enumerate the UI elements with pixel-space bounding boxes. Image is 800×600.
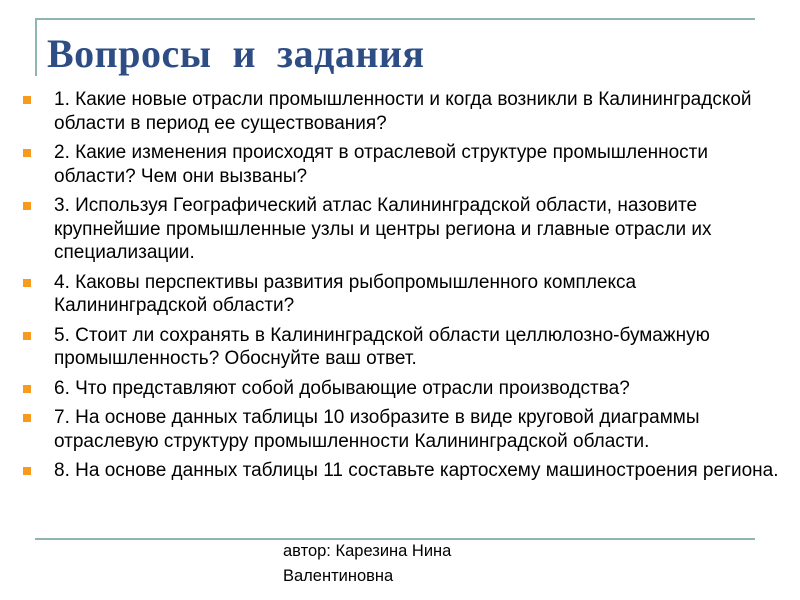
question-item: [22, 194, 782, 265]
bullet-icon: [23, 279, 31, 287]
top-rule: [35, 18, 755, 20]
questions-list: [22, 88, 782, 489]
question-item: [22, 406, 782, 453]
question-text: 3. Используя Географический атлас Калининградской области, назовите крупнейшие промышленные узлы и центры региона и главные отрасли их специализации.: [54, 195, 712, 263]
bullet-icon: [23, 385, 31, 393]
bullet-icon: [23, 96, 31, 104]
question-text: 4. Каковы перспективы развития рыбопромышленного комплекса Калининградской области?: [54, 271, 637, 316]
question-item: [22, 324, 782, 371]
question-item: [22, 459, 782, 483]
bullet-icon: [23, 467, 31, 475]
question-text: 6. Что представляют собой добывающие отрасли производства?: [54, 377, 630, 399]
question-text: 7. На основе данных таблицы 10 изобразите в виде круговой диаграммы отраслевую структуру промышленности Калининградской области.: [54, 407, 700, 452]
bullet-icon: [23, 414, 31, 422]
author-line-2: Валентиновна: [283, 567, 394, 585]
question-text: 1. Какие новые отрасли промышленности и когда возникли в Калининградской области в период ее существования?: [54, 89, 752, 134]
author-footer: [283, 539, 451, 589]
question-text: 2. Какие изменения происходят в отраслевой структуре промышленности области? Чем они вызваны?: [54, 142, 708, 187]
bullet-icon: [23, 202, 31, 210]
question-item: [22, 271, 782, 318]
bullet-icon: [23, 149, 31, 157]
question-text: 8. На основе данных таблицы 11 составьте картосхему машиностроения региона.: [54, 460, 779, 481]
slide-title: Вопросы и задания: [47, 31, 425, 76]
left-rule: [35, 18, 37, 76]
bullet-icon: [23, 332, 31, 340]
question-item: [22, 141, 782, 188]
question-item: [22, 88, 782, 135]
author-line-1: автор: Карезина Нина: [283, 542, 452, 560]
question-text: 5. Стоит ли сохранять в Калининградской области целлюлозно-бумажную промышленность? Обоснуйте ваш ответ.: [54, 324, 710, 369]
question-item: [22, 377, 782, 401]
